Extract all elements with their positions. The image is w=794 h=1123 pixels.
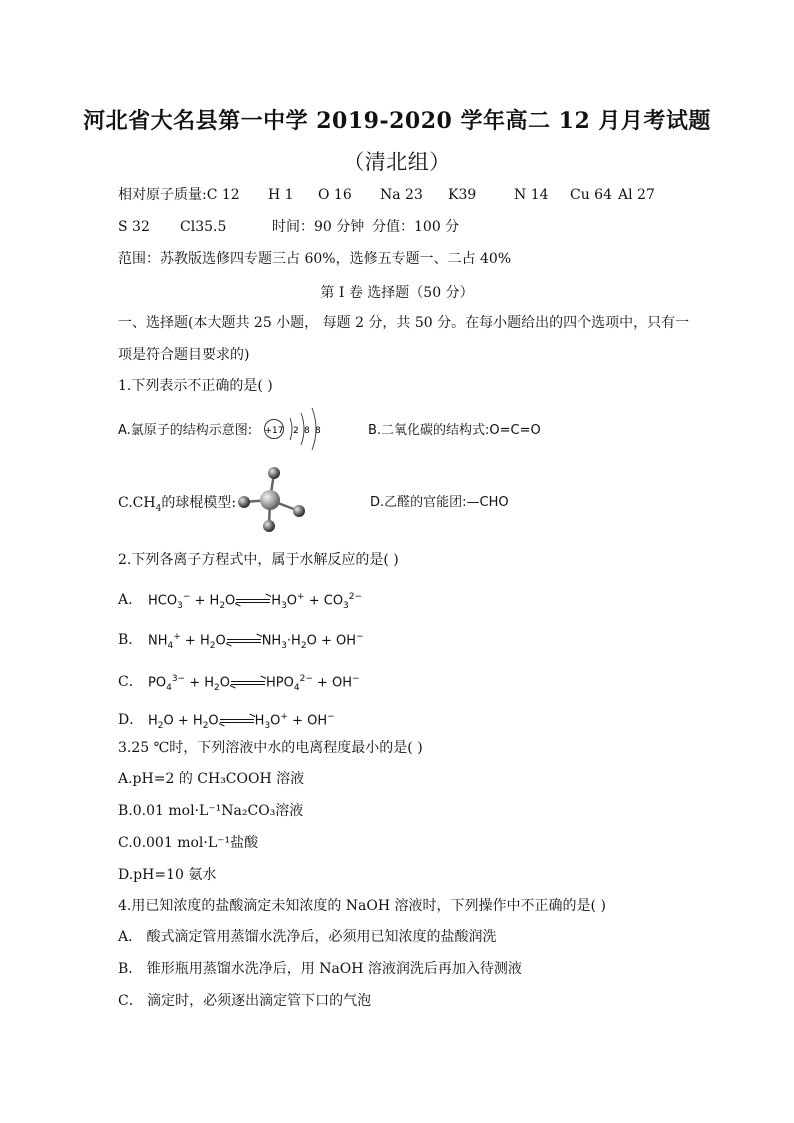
mass-cu: Cu 64 xyxy=(570,187,612,203)
section-instructions-2: 项是符合题目要求的) xyxy=(118,347,250,363)
hydrogen-atom xyxy=(268,467,280,479)
q3-option-c: C.0.001 mol·L⁻¹盐酸 xyxy=(118,835,259,851)
exam-subtitle: （清北组） xyxy=(343,150,451,174)
q2-option-a: A． $HCO_3^- + H_2O$ $H_3O^+ + CO_3^{2-}$ xyxy=(118,588,362,615)
q1-option-d: D.乙醛的官能团:—CHO xyxy=(370,495,509,510)
q2-stem: 2.下列各离子方程式中，属于水解反应的是( ) xyxy=(118,552,399,568)
q1-option-c: $C.CH_4$的球棍模型: xyxy=(118,495,237,514)
mass-cl: Cl35.5 xyxy=(180,219,227,235)
atomic-mass-line-1 xyxy=(118,186,655,204)
mass-o: O 16 xyxy=(318,187,352,203)
chlorine-atom-structure-diagram xyxy=(262,406,324,452)
methane-ball-stick-model xyxy=(236,462,316,532)
q3-option-b: B.0.01 mol·L⁻¹Na₂CO₃溶液 xyxy=(118,803,304,819)
q1-a-text: A.氯原子的结构示意图: xyxy=(118,423,253,438)
part1-title: 第 I 卷 选择题（50 分） xyxy=(320,285,474,301)
q2-b-equation: $NH_4^+ + H_2O$ $NH_3\cdot H_2O + OH^-$ xyxy=(148,632,364,651)
q2-option-b: B． $NH_4^+ + H_2O$ $NH_3\cdot H_2O + OH^-$ xyxy=(118,628,364,655)
q2-d-equation: $H_2O + H_2O$ $H_3O^+ + OH^-$ xyxy=(148,712,335,731)
atomic-mass-line-2 xyxy=(118,218,459,236)
mass-al: Al 27 xyxy=(618,187,655,203)
section-instructions-1: 一、选择题(本大题共 25 小题， 每题 2 分，共 50 分。在每小题给出的四个选项中，只有一 xyxy=(118,315,690,331)
q2-option-c: C． $PO_4^{3-} + H_2O$ $HPO_4^{2-} + OH^-$ xyxy=(118,670,360,697)
q4-option-b: B． 锥形瓶用蒸馏水洗净后，用 NaOH 溶液润洗后再加入待测液 xyxy=(118,961,522,977)
mass-na: Na 23 xyxy=(380,187,423,203)
hydrogen-atom xyxy=(238,496,250,508)
exam-score: 分值：100 分 xyxy=(372,219,460,235)
mass-s: S 32 xyxy=(118,219,150,235)
exam-title: 河北省大名县第一中学 2019-2020 学年高二 12 月月考试题 xyxy=(83,108,711,134)
q1-stem: 1.下列表示不正确的是( ) xyxy=(118,378,273,394)
q2-a-equation: $HCO_3^- + H_2O$ $H_3O^+ + CO_3^{2-}$ xyxy=(148,592,363,611)
mass-n: N 14 xyxy=(514,187,549,203)
exam-time: 时间：90 分钟 xyxy=(272,219,365,235)
hydrogen-atom xyxy=(293,505,305,517)
q4-stem: 4.用已知浓度的盐酸滴定未知浓度的 NaOH 溶液时，下列操作中不正确的是( ) xyxy=(118,898,606,914)
shell-3-electrons: 8 xyxy=(315,426,321,436)
q2-option-d: D． $H_2O + H_2O$ $H_3O^+ + OH^-$ xyxy=(118,708,335,735)
exam-scope: 范围：苏教版选修四专题三占 60%，选修五专题一、二占 40% xyxy=(118,251,512,267)
nucleus-charge: +17 xyxy=(264,426,284,436)
mass-k: K39 xyxy=(448,187,477,203)
shell-2-electrons: 8 xyxy=(304,426,310,436)
q4-option-a: A． 酸式滴定管用蒸馏水洗净后，必须用已知浓度的盐酸润洗 xyxy=(118,929,497,945)
q3-option-d: D.pH=10 氨水 xyxy=(118,867,217,883)
shell-1-electrons: 2 xyxy=(293,426,299,436)
q3-option-a: A.pH=2 的 CH₃COOH 溶液 xyxy=(118,771,305,787)
q2-c-equation: $PO_4^{3-} + H_2O$ $HPO_4^{2-} + OH^-$ xyxy=(148,674,360,693)
q1-option-b: B.二氧化碳的结构式:O=C=O xyxy=(368,423,541,438)
mass-h: H 1 xyxy=(268,187,294,203)
q1-option-a xyxy=(118,422,252,440)
q4-option-c: C． 滴定时，必须逐出滴定管下口的气泡 xyxy=(118,993,372,1009)
q3-stem: 3.25 ℃时，下列溶液中水的电离程度最小的是( ) xyxy=(118,740,423,756)
mass-c: 相对原子质量:C 12 xyxy=(118,187,240,203)
carbon-atom xyxy=(260,490,280,510)
hydrogen-atom xyxy=(263,520,275,532)
